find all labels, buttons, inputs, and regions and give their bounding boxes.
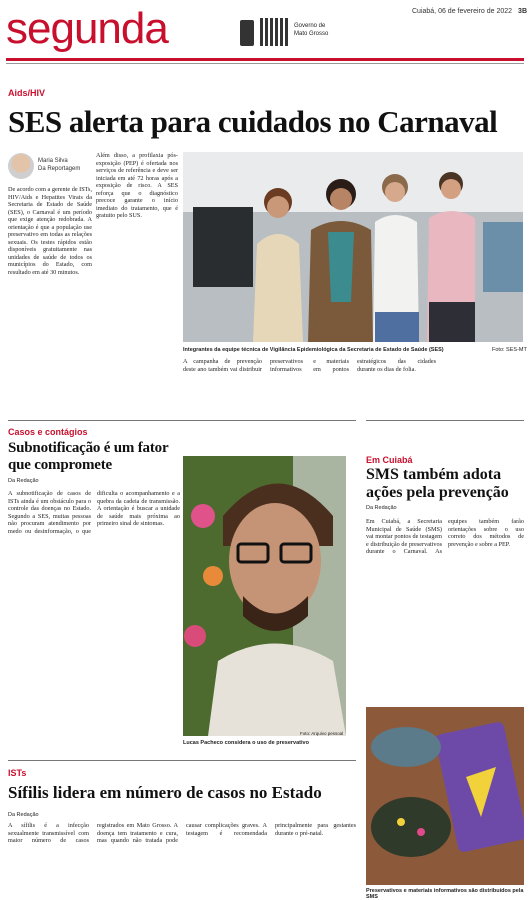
date-text: Cuiabá, 06 de fevereiro de 2022	[412, 8, 513, 15]
section-divider-right	[366, 420, 524, 421]
byline-name: Maria Silva	[38, 158, 68, 164]
main-body-col2: Além disso, a profilaxia pós-exposição (PEP) é ofertada nos serviços de referência e deve ser iniciada em até 72 horas após a exposição de risco. A SES reforça que o diagnóstico precoce garante o início imediato do tratamento, que é gratuito pelo SUS.	[96, 152, 178, 219]
main-byline	[8, 153, 88, 181]
story3-kicker: Em Cuiabá	[366, 455, 413, 465]
group-photo	[183, 152, 523, 342]
masthead	[0, 0, 530, 64]
story2-headline: Subnotificação é um fator que compromete	[8, 440, 169, 473]
story2-photo	[183, 456, 346, 736]
story2-photo-credit: Foto: Arquivo pessoal	[300, 731, 344, 736]
masthead-rule-thin	[6, 63, 524, 64]
masthead-rule	[6, 58, 524, 61]
main-photo-caption: Integrantes da equipe técnica de Vigilância Epidemiológica da Secretaria de Estado de Saúde (SES)	[183, 347, 444, 353]
avatar	[8, 153, 34, 179]
story3-byline: Da Redação	[366, 505, 397, 511]
logo-text: Governo de Mato Grosso	[294, 23, 329, 37]
story3-photo-caption: Preservativos e materiais informativos são distribuídos pela SMS	[366, 888, 524, 900]
section-divider-bottom	[8, 760, 356, 761]
story4-byline: Da Redação	[8, 812, 39, 818]
byline-role: Da Reportagem	[38, 166, 81, 172]
page-number: 3B	[518, 8, 527, 15]
story3-photo	[366, 707, 524, 885]
main-headline: SES alerta para cuidados no Carnaval	[8, 104, 498, 139]
story2-photo-caption: Lucas Pacheco considera o uso de preservativo	[183, 740, 309, 746]
story2-kicker: Casos e contágios	[8, 427, 88, 437]
main-photo	[183, 152, 523, 342]
main-body-col1: De acordo com a gerente de ISTs, HIV/Aids e Hepatites Virais da Secretaria de Estado de Saúde (SES), o Carnaval é um período que exige atenção redobrada. A orientação é que a população use preservativo em todas as relações sexuais. Os testes rápidos estão disponíveis gratuitamente nas unidades de saúde de todos os municípios do Estado, com resultado em até 30 minutos.	[8, 186, 92, 276]
main-photo-credit: Foto: SES-MT	[492, 347, 527, 353]
story2-byline: Da Redação	[8, 478, 39, 484]
main-kicker: Aids/HIV	[8, 88, 46, 98]
section-divider	[8, 420, 356, 421]
masks-photo	[366, 707, 524, 885]
story4-body: A sífilis é a infecção sexualmente transmissível com maior número de casos registrados em Mato Grosso. A doença tem tratamento e cura, mas quando não tratada pode causar complicações graves. A testagem é recomendada principalmente para gestantes durante o pré-natal.	[8, 822, 356, 844]
government-logo	[240, 18, 328, 48]
story4-kicker: ISTs	[8, 768, 27, 778]
story3-body: Em Cuiabá, a Secretaria Municipal de Saúde (SMS) vai montar pontos de testagem e distribuição de preservativos durante o Carnaval. As equipes também farão orientações sobre o uso correto dos métodos de prevenção e sobre a PEP.	[366, 518, 524, 555]
portrait-photo	[183, 456, 346, 736]
dateline	[412, 8, 527, 15]
section-title: segunda	[6, 4, 168, 53]
story2-body: A subnotificação de casos de ISTs ainda é um obstáculo para o controle das doenças no Estado. Segundo a SES, muitas pessoas não procuram atendimento por medo ou desinformação, o que dificulta o acompanhamento e a quebra da cadeia de transmissão. A orientação é buscar a unidade de saúde mais próxima ao primeiro sinal de sintomas.	[8, 490, 180, 535]
qr-code-icon	[260, 18, 288, 46]
story3-headline: SMS também adota ações pela prevenção	[366, 466, 509, 501]
emblem-icon	[240, 20, 254, 46]
story4-headline: Sífilis lidera em número de casos no Estado	[8, 783, 322, 802]
main-body-bottom: A campanha de prevenção deste ano também vai distribuir preservativos e materiais informativos em pontos estratégicos das cidades durante os dias de folia.	[183, 358, 436, 373]
